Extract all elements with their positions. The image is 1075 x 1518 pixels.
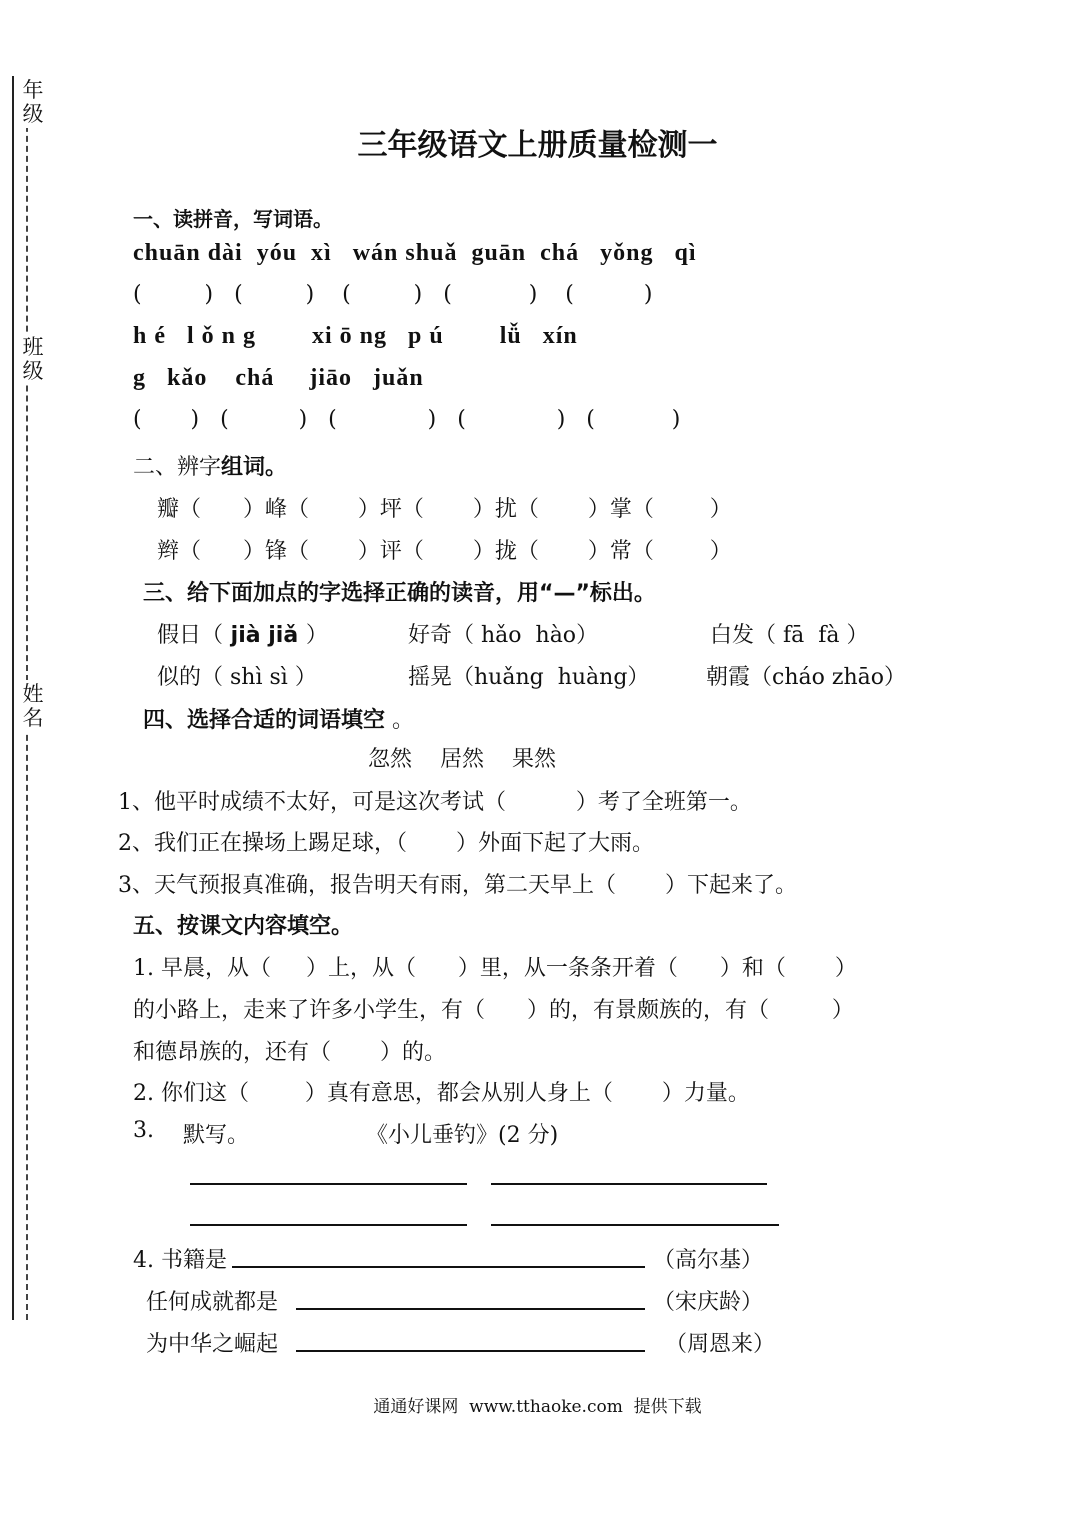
reading-options: shì sì bbox=[223, 665, 295, 690]
reading-options: fā fà bbox=[776, 623, 847, 648]
section1-heading: 一、读拼音，写词语。 bbox=[133, 207, 333, 231]
binding-line-solid bbox=[12, 76, 14, 1320]
pinyin-row-3: g kǎo chá jiāo juǎn bbox=[133, 365, 424, 391]
fill-question-3: 3、天气预报真准确，报告明天有雨，第二天早上（ ）下起来了。 bbox=[118, 873, 797, 898]
quote-1-label: 4. 书籍是 bbox=[133, 1248, 227, 1273]
fill-question-1: 1、他平时成绩不太好，可是这次考试（ ）考了全班第一。 bbox=[118, 790, 752, 815]
reading-options: huǎng huàng bbox=[474, 665, 628, 690]
section5-heading: 五、按课文内容填空。 bbox=[133, 914, 354, 939]
word-choices: 忽然 居然 果然 bbox=[368, 747, 556, 772]
reading-options: hǎo hào bbox=[474, 623, 577, 648]
reading-item-zhaoxia bbox=[706, 660, 906, 691]
reading-word: 似的（ bbox=[157, 665, 224, 690]
dictation-blank-4[interactable] bbox=[491, 1224, 779, 1226]
quote-1-blank[interactable] bbox=[232, 1266, 645, 1268]
reading-word: 摇晃（ bbox=[408, 665, 475, 690]
footer-source: 通通好课网 www.tthaoke.com 提供下载 bbox=[373, 1397, 702, 1417]
quote-2-source: （宋庆龄） bbox=[653, 1290, 764, 1315]
reading-close: ） bbox=[576, 623, 599, 648]
section4-heading-text: 四、选择合适的词语填空 bbox=[143, 708, 386, 733]
section2-heading-b: 组词。 bbox=[221, 455, 288, 480]
section4-heading-tail: 。 bbox=[385, 708, 415, 733]
text-fill-1-line3: 和德昂族的，还有（ ）的。 bbox=[133, 1040, 446, 1065]
quote-1-source: （高尔基） bbox=[653, 1248, 764, 1273]
name-label: 姓名 bbox=[22, 682, 44, 730]
quote-2-label: 任何成就都是 bbox=[146, 1290, 279, 1315]
reading-options: jià jiǎ bbox=[223, 623, 306, 648]
char-row-2: 辫（ ）锋（ ）评（ ）拢（ ）常（ ） bbox=[157, 539, 732, 564]
reading-close: ） bbox=[883, 665, 906, 690]
reading-item-yaohuang bbox=[408, 660, 649, 691]
reading-close: ） bbox=[627, 665, 650, 690]
quote-2-blank[interactable] bbox=[296, 1308, 645, 1310]
dictation-poem-title: 《小儿垂钓》(2 分) bbox=[366, 1123, 559, 1148]
reading-item-baifa bbox=[710, 618, 869, 649]
dictation-number: 3. bbox=[133, 1118, 154, 1143]
fill-question-2: 2、我们正在操场上踢足球，（ ）外面下起了大雨。 bbox=[118, 831, 654, 856]
dictation-blank-3[interactable] bbox=[190, 1224, 467, 1226]
reading-word: 假日（ bbox=[157, 623, 224, 648]
page-title: 三年级语文上册质量检测一 bbox=[357, 128, 718, 163]
reading-word: 朝霞（ bbox=[706, 665, 773, 690]
dictation-blank-2[interactable] bbox=[491, 1183, 767, 1185]
reading-item-haoqi bbox=[408, 618, 598, 649]
reading-close: ） bbox=[305, 623, 328, 648]
answer-parens-row-1: ( ) ( ) ( ) ( ) ( ) bbox=[133, 282, 653, 307]
quote-3-label: 为中华之崛起 bbox=[146, 1332, 279, 1357]
reading-close: ） bbox=[846, 623, 869, 648]
reading-item-jiari bbox=[157, 618, 328, 649]
text-fill-1-line2: 的小路上，走来了许多小学生，有（ ）的，有景颇族的，有（ ） bbox=[133, 998, 854, 1023]
reading-item-side bbox=[157, 660, 317, 691]
answer-parens-row-2: ( ) ( ) ( ) ( ) ( ) bbox=[133, 407, 681, 432]
reading-word: 好奇（ bbox=[408, 623, 475, 648]
section2-heading bbox=[133, 450, 287, 481]
section3-heading: 三、给下面加点的字选择正确的读音，用“—”标出。 bbox=[143, 581, 656, 606]
reading-options: cháo zhāo bbox=[772, 665, 884, 690]
quote-3-source: （周恩来） bbox=[665, 1332, 776, 1357]
pinyin-row-2: h é l ǒ n g xi ō ng p ú lǚ xín bbox=[133, 323, 578, 349]
text-fill-1-line1: 1. 早晨，从（ ）上，从（ ）里，从一条条开着（ ）和（ ） bbox=[133, 956, 857, 981]
pinyin-row-1: chuān dài yóu xì wán shuǎ guān chá yǒng qì bbox=[133, 240, 697, 266]
reading-close: ） bbox=[294, 665, 317, 690]
grade-label: 年级 bbox=[22, 78, 44, 126]
class-label: 班级 bbox=[22, 335, 44, 383]
section4-heading bbox=[143, 703, 414, 734]
section2-heading-a: 二、辨字 bbox=[133, 455, 222, 480]
dictation-label: 默写。 bbox=[183, 1123, 250, 1148]
dictation-blank-1[interactable] bbox=[190, 1183, 467, 1185]
quote-3-blank[interactable] bbox=[296, 1350, 645, 1352]
reading-word: 白发（ bbox=[710, 623, 777, 648]
char-row-1: 瓣（ ）峰（ ）坪（ ）扰（ ）掌（ ） bbox=[157, 497, 732, 522]
text-fill-2: 2. 你们这（ ）真有意思，都会从别人身上（ ）力量。 bbox=[133, 1081, 750, 1106]
